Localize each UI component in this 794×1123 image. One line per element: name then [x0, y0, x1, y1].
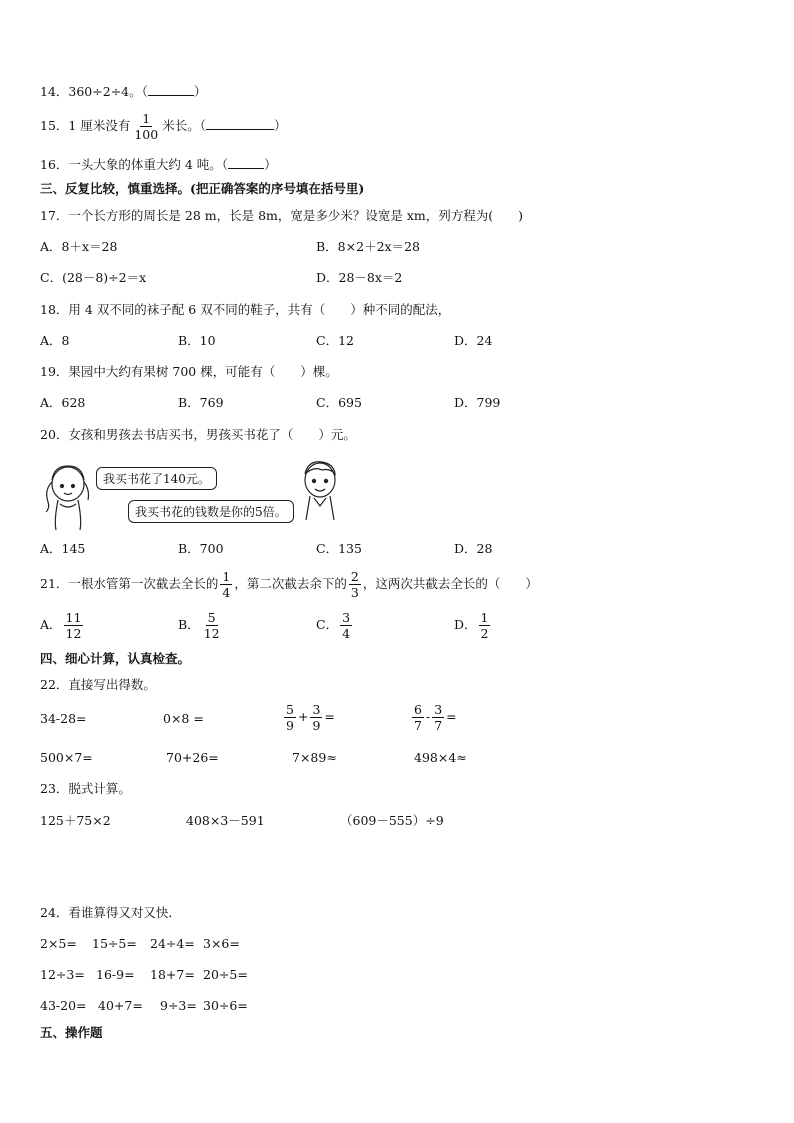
fraction: $\frac{1}{100}$ — [134, 111, 159, 142]
calc-item: 2×5= — [40, 936, 77, 951]
fraction: $\frac{1}{2}$ — [480, 610, 489, 641]
calc-item: $\frac{6}{7}$ - $\frac{3}{7}$ = — [414, 702, 457, 733]
calc-item: 30÷6= — [203, 998, 248, 1013]
question-18: 18．用 4 双不同的袜子配 6 双不同的鞋子，共有（ ）种不同的配法， — [40, 302, 451, 317]
girl-illustration — [40, 460, 96, 532]
section-heading: 五、操作题 — [40, 1025, 103, 1040]
question-19: 19．果园中大约有果树 700 棵，可能有（ ）棵。 — [40, 364, 338, 379]
boy-illustration — [292, 456, 348, 522]
question-20: 20．女孩和男孩去书店买书，男孩买书花了（ ）元。 — [40, 427, 356, 442]
option-a[interactable]: A．628 — [40, 395, 86, 410]
boy-speech-bubble: 我买书花的钱数是你的5倍。 — [128, 500, 294, 523]
fraction: $\frac{5}{12}$ — [203, 610, 220, 641]
fraction: $\frac{6}{7}$ — [414, 702, 422, 733]
fraction: $\frac{3}{7}$ — [434, 702, 443, 733]
question-24: 24．看谁算得又对又快． — [40, 905, 181, 920]
calc-item: 40+7= — [98, 998, 143, 1013]
question-21: 21．一根水管第一次截去全长的 $\frac{1}{4}$ ，第二次截去余下的 $\frac{2}{3}$ ，这两次共截去全长的（ ） — [40, 569, 538, 600]
answer-blank[interactable] — [228, 156, 264, 169]
calc-item: 43-20= — [40, 998, 87, 1013]
fraction: $\frac{11}{12}$ — [65, 610, 82, 641]
option-a[interactable]: A．8 — [40, 333, 70, 348]
girl-speech-bubble: 我买书花了140元。 — [96, 467, 217, 490]
calc-item: 9÷3= — [160, 998, 197, 1013]
calc-item: 18+7= — [150, 967, 195, 982]
option-d[interactable]: D．24 — [454, 333, 493, 348]
option-d[interactable]: D． $\frac{1}{2}$ — [454, 610, 489, 641]
calc-item: 34-28= — [40, 711, 87, 726]
section-heading: 三、反复比较，慎重选择。(把正确答案的序号填在括号里) — [40, 181, 365, 196]
calc-item: 16-9= — [96, 967, 135, 982]
question-16: 16．一头大象的体重大约 4 吨。（ ） — [40, 157, 277, 172]
option-b[interactable]: B．10 — [178, 333, 216, 348]
calc-item: 3×6= — [203, 936, 240, 951]
option-b[interactable]: B．769 — [178, 395, 224, 410]
fraction: $\frac{5}{9}$ — [286, 702, 294, 733]
option-c[interactable]: C．12 — [316, 333, 354, 348]
calc-item: （609－555）÷9 — [340, 813, 444, 828]
option-d[interactable]: D．28 — [454, 541, 493, 556]
fraction: $\frac{3}{9}$ — [312, 702, 321, 733]
calc-item: 15÷5= — [92, 936, 137, 951]
option-c[interactable]: C．695 — [316, 395, 362, 410]
answer-blank[interactable] — [206, 117, 274, 130]
fraction: $\frac{2}{3}$ — [350, 569, 359, 600]
option-a[interactable]: A． $\frac{11}{12}$ — [40, 610, 82, 641]
option-c[interactable]: C．(28－8)÷2＝x — [40, 270, 147, 285]
option-a[interactable]: A．145 — [40, 541, 86, 556]
calc-item: 125＋75×2 — [40, 813, 111, 828]
question-14: 14．360÷2÷4。（ ） — [40, 84, 207, 99]
calc-item: 7×89≈ — [292, 750, 337, 765]
option-c[interactable]: C． $\frac{3}{4}$ — [316, 610, 351, 641]
option-b[interactable]: B．8×2＋2x＝28 — [316, 239, 420, 254]
calc-item: 12÷3= — [40, 967, 85, 982]
question-23: 23．脱式计算。 — [40, 781, 131, 796]
option-d[interactable]: D．799 — [454, 395, 501, 410]
option-b[interactable]: B．700 — [178, 541, 224, 556]
option-a[interactable]: A．8＋x＝28 — [40, 239, 118, 254]
calc-item: 408×3－591 — [186, 813, 265, 828]
calc-item: $\frac{5}{9}$ + $\frac{3}{9}$ = — [286, 702, 335, 733]
question-22: 22．直接写出得数。 — [40, 677, 156, 692]
calc-item: 498×4≈ — [414, 750, 467, 765]
calc-item: 500×7= — [40, 750, 93, 765]
calc-item: 0×8 = — [163, 711, 204, 726]
question-15: 15．1 厘米没有 $\frac{1}{100}$ 米长。（ ） — [40, 111, 287, 142]
fraction: $\frac{3}{4}$ — [342, 610, 351, 641]
calc-item: 24÷4= — [150, 936, 195, 951]
calc-item: 70+26= — [166, 750, 219, 765]
calc-item: 20÷5= — [203, 967, 248, 982]
option-b[interactable]: B． $\frac{5}{12}$ — [178, 610, 220, 641]
fraction: $\frac{1}{4}$ — [222, 569, 231, 600]
question-17: 17．一个长方形的周长是 28 m，长是 8m，宽是多少米？设宽是 xm，列方程为( ) — [40, 208, 524, 223]
answer-blank[interactable] — [148, 83, 194, 96]
section-heading: 四、细心计算，认真检查。 — [40, 651, 191, 666]
option-d[interactable]: D．28－8x＝2 — [316, 270, 403, 285]
option-c[interactable]: C．135 — [316, 541, 362, 556]
